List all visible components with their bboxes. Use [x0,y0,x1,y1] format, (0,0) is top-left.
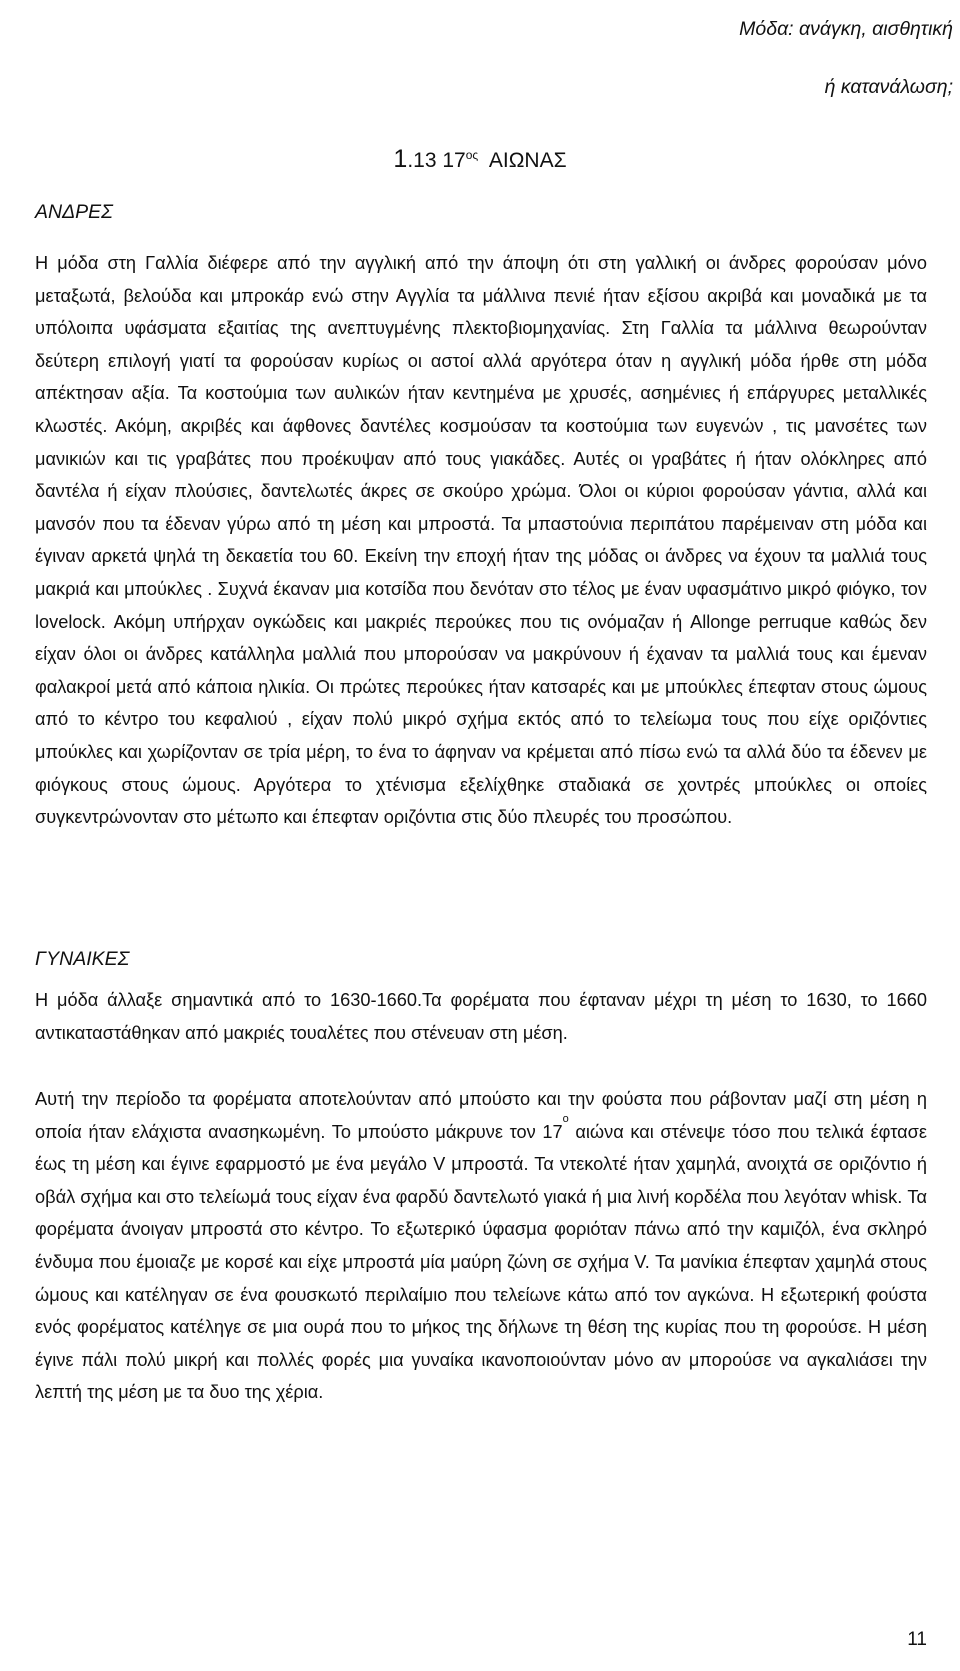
paragraph-women-2 [35,1083,927,1409]
chapter-number: .13 17 [407,149,466,172]
page-number: 11 [907,1629,927,1650]
paragraph-women-2-part-2: αιώνα και στένεψε τόσο που τελικά έφτασε έως τη μέση και έγινε εφαρμοστό με ένα μεγάλο V μπροστά. Τα ντεκολτέ ήταν χαμηλά, ανοιχτά σε οριζόντιο ή οβάλ σχήμα και στο τελείωμά τους είχαν ένα φαρδύ δαντελωτό γιακά ή μια λινή κορδέλα που λεγόταν whisk. Τα φορέματα άνοιγαν μπροστά στο κέντρο. Το εξωτερικό ύφασμα φοριόταν πάνω από την καμιζόλ, ένα σκληρό ένδυμα που έμοιαζε με κορσέ και είχε μπροστά μία μαύρη ζώνη σε σχήμα V. Τα μανίκια έπεφταν χαμηλά στους ώμους και κατέληγαν σε ένα φουσκωτό περιλαίμιο που τελείωνε κάτω από τον αγκώνα. Η εξωτερική φούστα ενός φορέματος κατέληγε σε μια ουρά που το μήκος της δήλωνε τη θέση της κυρίας που τη φορούσε. Η μέση έγινε πάλι πολύ μικρή και πολλές φορές μια γυναίκα ικανοποιούνταν μόνο αν μπορούσε να αγκαλιάσει την λεπτή της μέση με τα δυο της χέρια. [35,1121,927,1403]
running-header [739,0,953,116]
chapter-superscript: ος [465,148,479,162]
section-heading-men: ΑΝΔΡΕΣ [35,201,113,223]
header-line-1: Μόδα: ανάγκη, αισθητική [739,18,953,40]
paragraph-women-1: Η μόδα άλλαξε σημαντικά από το 1630-1660.Τα φορέματα που έφταναν μέχρι τη μέση το 1630, το 1660 αντικαταστάθηκαν από μακριές τουαλέτες που στένευαν στη μέση. [35,990,927,1043]
paragraph-men: Η μόδα στη Γαλλία διέφερε από την αγγλική από την άποψη ότι στη γαλλική οι άνδρες φορούσαν μόνο μεταξωτά, βελούδα και μπροκάρ ενώ στην Αγγλία τα μάλλινα πενιέ ήταν εξίσου ακριβά και μοναδικά με τα υπόλοιπα υφάσματα εξαιτίας της ανεπτυγμένης πλεκτοβιομηχανίας. Στη Γαλλία τα μάλλινα θεωρούνταν δεύτερη επιλογή γιατί τα φορούσαν κυρίως οι αστοί αλλά αργότερα όταν η αγγλική μόδα ήρθε στη μόδα απέκτησαν αξία. Τα κοστούμια των αυλικών ήταν κεντημένα με χρυσές, ασημένιες ή επάργυρες μεταλλικές κλωστές. Ακόμη, ακριβές και άφθονες δαντέλες κοσμούσαν τα κοστούμια των ευγενών , τις μανσέτες των μανικιών και τις γραβάτες που προέκυψαν από τους γιακάδες. Αυτές οι γραβάτες ή ήταν ολόκληρες από δαντέλα ή είχαν πλούσιες, δαντελωτές άκρες σε σκούρο χρώμα. Όλοι οι κύριοι φορούσαν γάντια, αλλά και μανσόν που τα έδεναν γύρω από τη μέση και μπροστά. Τα μπαστούνια περιπάτου παρέμειναν στη μόδα και έγιναν αρκετά ψηλά τη δεκαετία του 60. Εκείνη την εποχή ήταν της μόδας οι άνδρες να έχουν τα μαλλιά τους μακριά και μπούκλες . Συχνά έκαναν μια κοτσίδα που δενόταν στο τέλος με έναν υφασμάτινο μικρό φιόγκο, τον lovelock. Ακόμη υπήρχαν ογκώδεις και μακριές περούκες που τις ονόμαζαν ή Allonge perruque καθώς δεν είχαν όλοι οι άνδρες κατάλληλα μαλλιά που μπορούσαν να μακρύνουν ή έχαναν τα μαλλιά τους και έμεναν φαλακροί μετά από κάποια ηλικία. Οι πρώτες περούκες ήταν κατσαρές και με μπούκλες έπεφταν στους ώμους από το κέντρο του κεφαλιού , είχαν πολύ μικρό σχήμα εκτός από το τελείωμα τους που είχε οριζόντιες μπούκλες και χωρίζονταν σε τρία μέρη, το ένα το άφηναν να κρέμεται από πίσω ενώ τα αλλά δύο τα έδενεν με φιόγκους στους ώμους. Αργότερα το χτένισμα εξελίχθηκε σταδιακά σε χοντρές μπούκλες οι οποίες συγκεντρώνονταν στο μέτωπο και έπεφταν οριζόντια στις δύο πλευρές του προσώπου. [35,253,927,828]
chapter-title-text: ΑΙΩΝΑΣ [488,149,567,172]
paragraph-women-2-part-1: Αυτή την περίοδο τα φορέματα αποτελούνταν από μπούστο και την φούστα που ράβονταν μαζί στη μέση η οποία ήταν ελάχιστα ανασηκωμένη. Το μπούστο μάκρυνε τον 17 [35,1089,927,1142]
section-heading-women: ΓΥΝΑΙΚΕΣ [35,948,130,970]
chapter-title [0,144,960,176]
header-line-2: ή κατανάλωση; [824,76,953,98]
paragraph-women-2-superscript: ο [562,1112,569,1125]
chapter-number-prefix: 1 [393,145,408,173]
